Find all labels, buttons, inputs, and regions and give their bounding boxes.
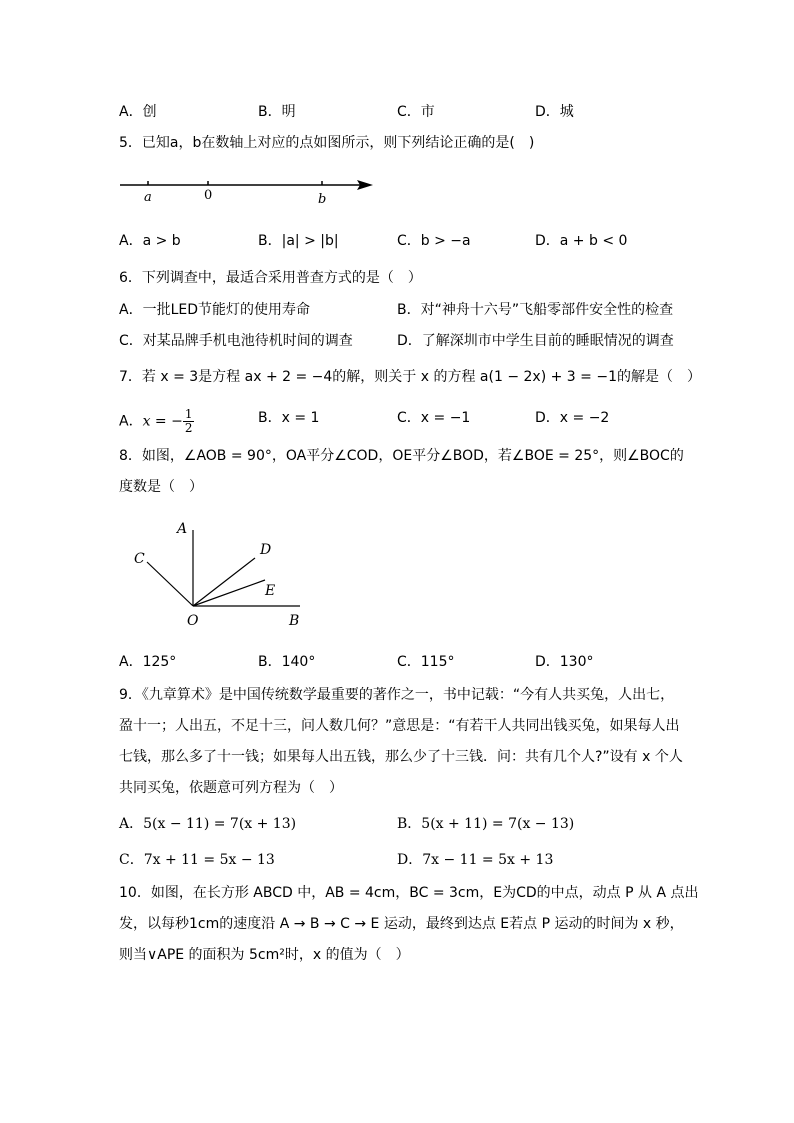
q8-stem-line1: 8．如图，∠AOB = 90°，OA平分∠COD，OE平分∠BOD，若∠BOE = 25°，则∠BOC的 — [119, 448, 684, 464]
q8-option-b: B．140° — [258, 654, 316, 670]
q9-options-row2 — [119, 850, 679, 872]
q6-stem: 6．下列调查中，最适合采用普查方式的是（ ） — [119, 270, 422, 286]
q9-stem-line2: 盈十一；人出五，不足十三，问人数几何？”意思是：“有若干人共同出钱买兔，如果每人出 — [119, 718, 680, 734]
q8-option-d: D．130° — [535, 654, 594, 670]
q5-option-b: B．|a| > |b| — [258, 233, 339, 249]
q9-options-row1 — [119, 814, 679, 836]
point-label-B: B — [289, 613, 300, 629]
q5-stem: 5．已知a，b在数轴上对应的点如图所示，则下列结论正确的是( ) — [119, 135, 535, 151]
q9-option-b: B．5(x + 11) = 7(x − 13) — [397, 816, 575, 832]
q6-option-d: D．了解深圳市中学生目前的睡眠情况的调查 — [397, 333, 674, 349]
q4-options — [119, 102, 679, 124]
q10-stem-line2: 发，以每秒1cm的速度沿 A → B → C → E 运动，最终到达点 E若点 P 运动的时间为 x 秒， — [119, 916, 684, 932]
q10-stem-line1: 10．如图，在长方形 ABCD 中，AB = 4cm，BC = 3cm，E为CD的中点，动点 P 从 A 点出 — [119, 885, 699, 901]
ray-OD — [193, 558, 255, 606]
ray-OE — [193, 580, 265, 606]
q6-option-a: A．一批LED节能灯的使用寿命 — [119, 302, 311, 318]
q4-option-c: C．市 — [397, 104, 435, 120]
label-b: b — [318, 192, 327, 207]
q7-option-c: C．x = −1 — [397, 410, 471, 426]
q5-option-a: A．a > b — [119, 233, 181, 249]
q8-options — [119, 652, 679, 674]
q10-stem-line3: 则当∨APE 的面积为 5cm²时，x 的值为（ ） — [119, 947, 410, 963]
fraction-denominator: 2 — [184, 421, 193, 435]
q4-option-b: B．明 — [258, 104, 296, 120]
fraction-numerator: 1 — [184, 407, 193, 421]
point-label-D: D — [260, 542, 272, 558]
q7-stem: 7．若 x = 3是方程 ax + 2 = −4的解，则关于 x 的方程 a(1 − 2x) + 3 = −1的解是（ ） — [119, 369, 701, 385]
q7-option-a-prefix: A． — [119, 413, 143, 430]
q5-number-line — [115, 170, 385, 210]
label-0: 0 — [204, 188, 213, 203]
q5-option-c: C．b > −a — [397, 233, 471, 249]
q5-option-d: D．a + b < 0 — [535, 233, 628, 249]
label-a: a — [144, 190, 152, 205]
point-label-C: C — [134, 551, 145, 567]
q9-option-d: D．7x − 11 = 5x + 13 — [397, 852, 554, 868]
ray-OC — [147, 562, 193, 606]
q9-stem-line4: 共同买兔，依题意可列方程为（ ） — [119, 780, 343, 796]
point-label-O: O — [187, 613, 199, 629]
q7-option-a — [119, 408, 194, 435]
q9-option-a: A．5(x − 11) = 7(x + 13) — [119, 816, 297, 832]
q8-option-c: C．115° — [397, 654, 455, 670]
q5-options — [119, 231, 679, 253]
q7-option-a-var: x = − — [142, 413, 183, 430]
q9-stem-line1: 9．《九章算术》是中国传统数学最重要的著作之一，书中记载：“今有人共买兔，人出七， — [119, 687, 675, 703]
q7-option-b: B．x = 1 — [258, 410, 320, 426]
q8-stem-line2: 度数是（ ） — [119, 479, 203, 495]
q6-option-c: C．对某品牌手机电池待机时间的调查 — [119, 333, 353, 349]
q9-option-c: C．7x + 11 = 5x − 13 — [119, 852, 275, 868]
q6-options-row2 — [119, 331, 679, 353]
q7-options — [119, 404, 679, 438]
q4-option-a: A．创 — [119, 104, 157, 120]
q8-angle-figure — [125, 515, 315, 630]
q9-stem-line3: 七钱，那么多了十一钱；如果每人出五钱，那么少了十三钱．问：共有几个人?”设有 x 个人 — [119, 749, 683, 765]
q8-option-a: A．125° — [119, 654, 177, 670]
point-label-A: A — [177, 521, 188, 537]
q7-option-d: D．x = −2 — [535, 410, 610, 426]
q6-option-b: B．对“神舟十六号”飞船零部件安全性的检查 — [397, 302, 674, 318]
point-label-E: E — [265, 583, 276, 599]
q4-option-d: D．城 — [535, 104, 574, 120]
q7-option-a-fraction — [183, 408, 195, 435]
q6-options-row1 — [119, 300, 679, 322]
